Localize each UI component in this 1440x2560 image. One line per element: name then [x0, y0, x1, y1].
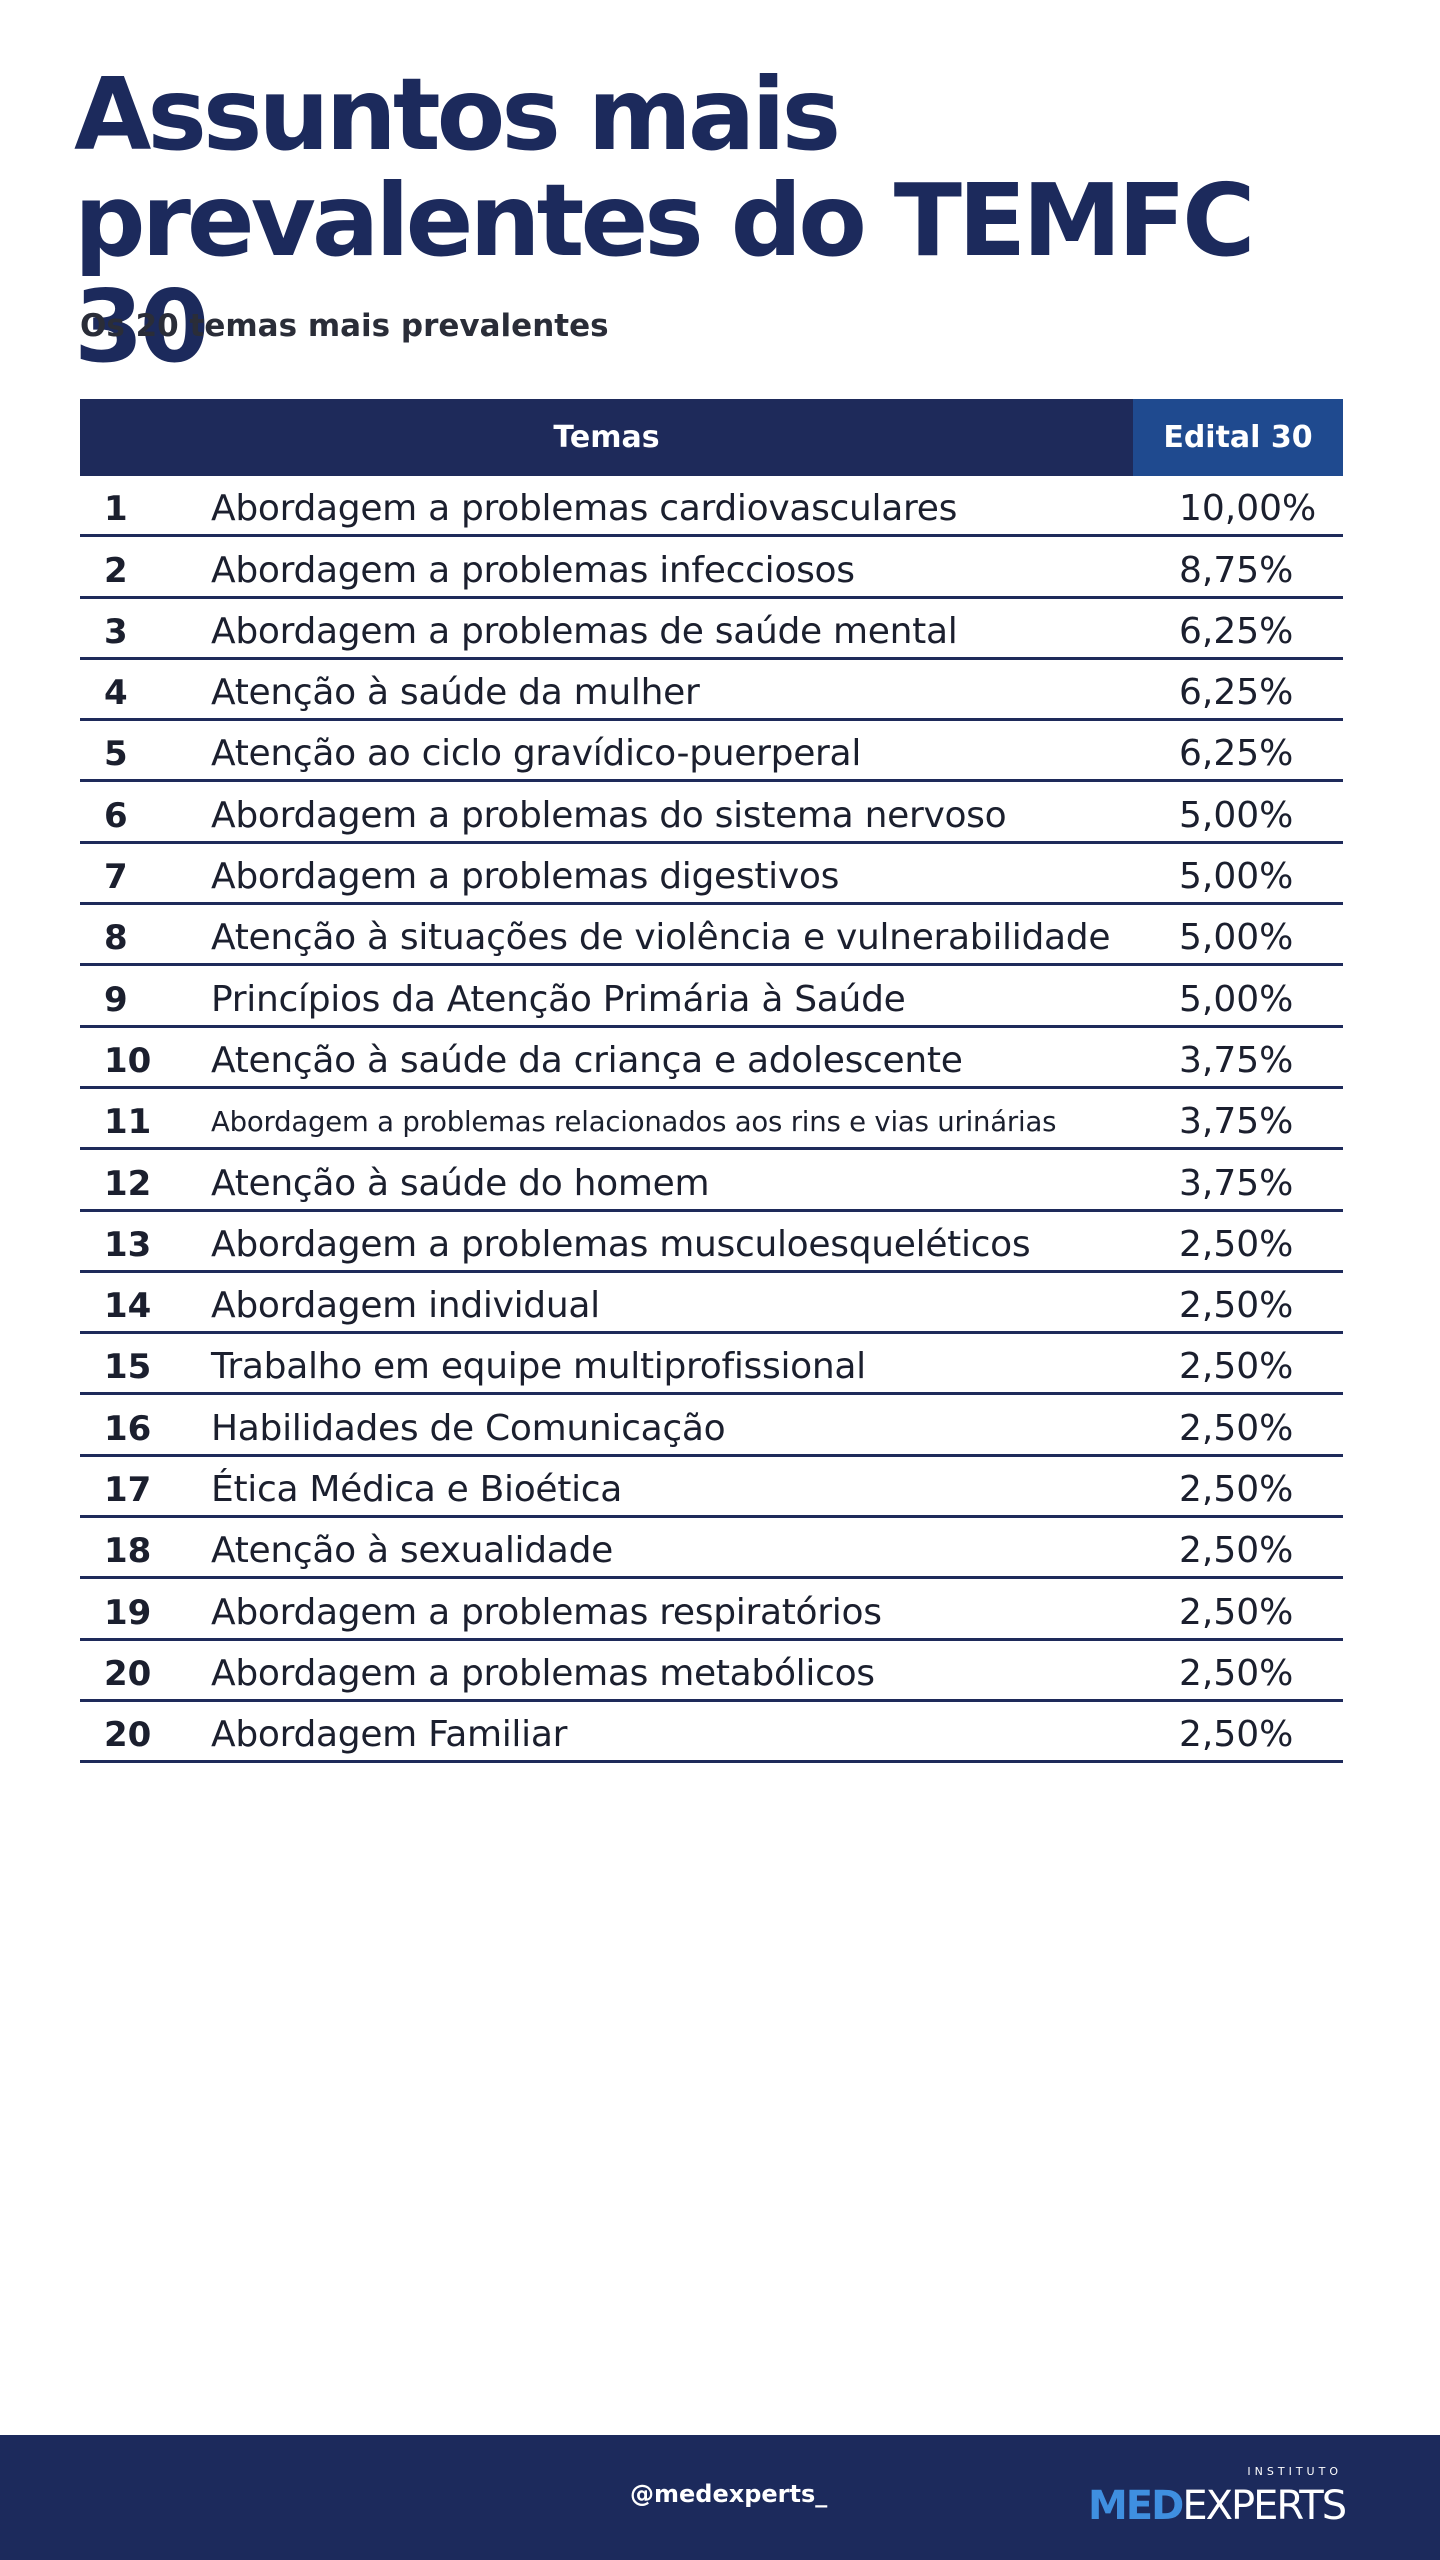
row-tema: Abordagem a problemas relacionados aos rins e vias urinárias: [211, 1106, 1057, 1139]
logo-med-text: MED: [1088, 2483, 1183, 2529]
row-tema: Abordagem a problemas respiratórios: [211, 1591, 882, 1633]
table-row: [80, 1273, 1343, 1334]
row-number: 20: [104, 1653, 152, 1694]
row-tema: Abordagem a problemas metabólicos: [211, 1652, 875, 1694]
row-tema: Atenção à sexualidade: [211, 1530, 613, 1572]
row-percentage: 2,50%: [1179, 1530, 1294, 1572]
table-header: [80, 399, 1343, 476]
row-tema: Abordagem a problemas musculoesqueléticos: [211, 1223, 1031, 1265]
logo-wordmark: [1088, 2483, 1345, 2529]
row-percentage: 2,50%: [1179, 1591, 1294, 1633]
row-number: 19: [104, 1592, 152, 1633]
table-row: [80, 844, 1343, 905]
table-row: [80, 1395, 1343, 1456]
row-percentage: 2,50%: [1179, 1223, 1294, 1265]
table-row: [80, 660, 1343, 721]
row-tema: Atenção à saúde do homem: [211, 1162, 710, 1204]
row-percentage: 10,00%: [1179, 488, 1317, 530]
row-percentage: 5,00%: [1179, 917, 1294, 959]
row-number: 14: [104, 1286, 152, 1327]
page-subtitle: Os 20 temas mais prevalentes: [80, 308, 609, 344]
row-percentage: 3,75%: [1179, 1162, 1294, 1204]
topics-table: [80, 399, 1343, 1763]
row-percentage: 2,50%: [1179, 1407, 1294, 1449]
row-tema: Abordagem a problemas infecciosos: [211, 549, 855, 591]
table-row: [80, 1702, 1343, 1763]
table-row: [80, 1212, 1343, 1273]
row-percentage: 5,00%: [1179, 794, 1294, 836]
table-row: [80, 1518, 1343, 1579]
header-edital: Edital 30: [1133, 399, 1343, 476]
row-number: 20: [104, 1715, 152, 1756]
table-row: [80, 476, 1343, 537]
table-row: [80, 1028, 1343, 1089]
row-number: 2: [104, 550, 128, 591]
row-tema: Abordagem a problemas de saúde mental: [211, 610, 958, 652]
row-tema: Abordagem a problemas digestivos: [211, 856, 840, 898]
table-body: [80, 476, 1343, 1763]
row-percentage: 2,50%: [1179, 1469, 1294, 1511]
row-number: 1: [104, 489, 128, 530]
header-temas: Temas: [80, 399, 1133, 476]
row-tema: Abordagem Familiar: [211, 1714, 568, 1756]
row-tema: Atenção à situações de violência e vulnerabilidade: [211, 917, 1111, 959]
footer-bar: [0, 2435, 1440, 2560]
row-tema: Trabalho em equipe multiprofissional: [211, 1346, 866, 1388]
logo-experts-text: EXPERTS: [1182, 2483, 1346, 2529]
row-percentage: 3,75%: [1179, 1039, 1294, 1081]
table-row: [80, 537, 1343, 598]
logo-instituto-text: INSTITUTO: [1247, 2465, 1342, 2478]
row-percentage: 2,50%: [1179, 1346, 1294, 1388]
row-number: 12: [104, 1163, 152, 1204]
row-number: 8: [104, 918, 128, 959]
row-number: 3: [104, 611, 128, 652]
table-row: [80, 1457, 1343, 1518]
row-percentage: 6,25%: [1179, 610, 1294, 652]
row-number: 17: [104, 1470, 152, 1511]
table-row: [80, 1641, 1343, 1702]
page-title: Assuntos mais prevalentes do TEMFC 30: [74, 56, 1252, 385]
table-row: [80, 1334, 1343, 1395]
row-tema: Ética Médica e Bioética: [211, 1469, 623, 1511]
row-number: 7: [104, 857, 128, 898]
table-row: [80, 966, 1343, 1027]
row-percentage: 2,50%: [1179, 1285, 1294, 1327]
row-tema: Abordagem a problemas do sistema nervoso: [211, 794, 1007, 836]
row-percentage: 6,25%: [1179, 672, 1294, 714]
row-percentage: 5,00%: [1179, 856, 1294, 898]
row-number: 16: [104, 1408, 152, 1449]
row-number: 4: [104, 673, 128, 714]
row-percentage: 8,75%: [1179, 549, 1294, 591]
row-number: 5: [104, 734, 128, 775]
row-tema: Atenção ao ciclo gravídico-puerperal: [211, 733, 862, 775]
table-row: [80, 721, 1343, 782]
table-row: [80, 1579, 1343, 1640]
row-number: 9: [104, 979, 128, 1020]
row-number: 18: [104, 1531, 152, 1572]
row-number: 10: [104, 1040, 152, 1081]
row-tema: Abordagem a problemas cardiovasculares: [211, 488, 958, 530]
row-percentage: 2,50%: [1179, 1714, 1294, 1756]
row-tema: Habilidades de Comunicação: [211, 1407, 726, 1449]
row-percentage: 2,50%: [1179, 1652, 1294, 1694]
row-number: 13: [104, 1224, 152, 1265]
table-row: [80, 1150, 1343, 1211]
row-number: 11: [104, 1102, 152, 1143]
row-tema: Atenção à saúde da criança e adolescente: [211, 1039, 963, 1081]
row-number: 15: [104, 1347, 152, 1388]
row-percentage: 5,00%: [1179, 978, 1294, 1020]
table-row: [80, 905, 1343, 966]
medexperts-logo: [1088, 2465, 1348, 2535]
row-percentage: 6,25%: [1179, 733, 1294, 775]
table-row: [80, 599, 1343, 660]
row-percentage: 3,75%: [1179, 1101, 1294, 1143]
row-tema: Princípios da Atenção Primária à Saúde: [211, 978, 906, 1020]
row-tema: Abordagem individual: [211, 1285, 600, 1327]
table-row: [80, 782, 1343, 843]
row-tema: Atenção à saúde da mulher: [211, 672, 700, 714]
table-row: [80, 1089, 1343, 1150]
social-handle[interactable]: @medexperts_: [630, 2480, 828, 2508]
row-number: 6: [104, 795, 128, 836]
